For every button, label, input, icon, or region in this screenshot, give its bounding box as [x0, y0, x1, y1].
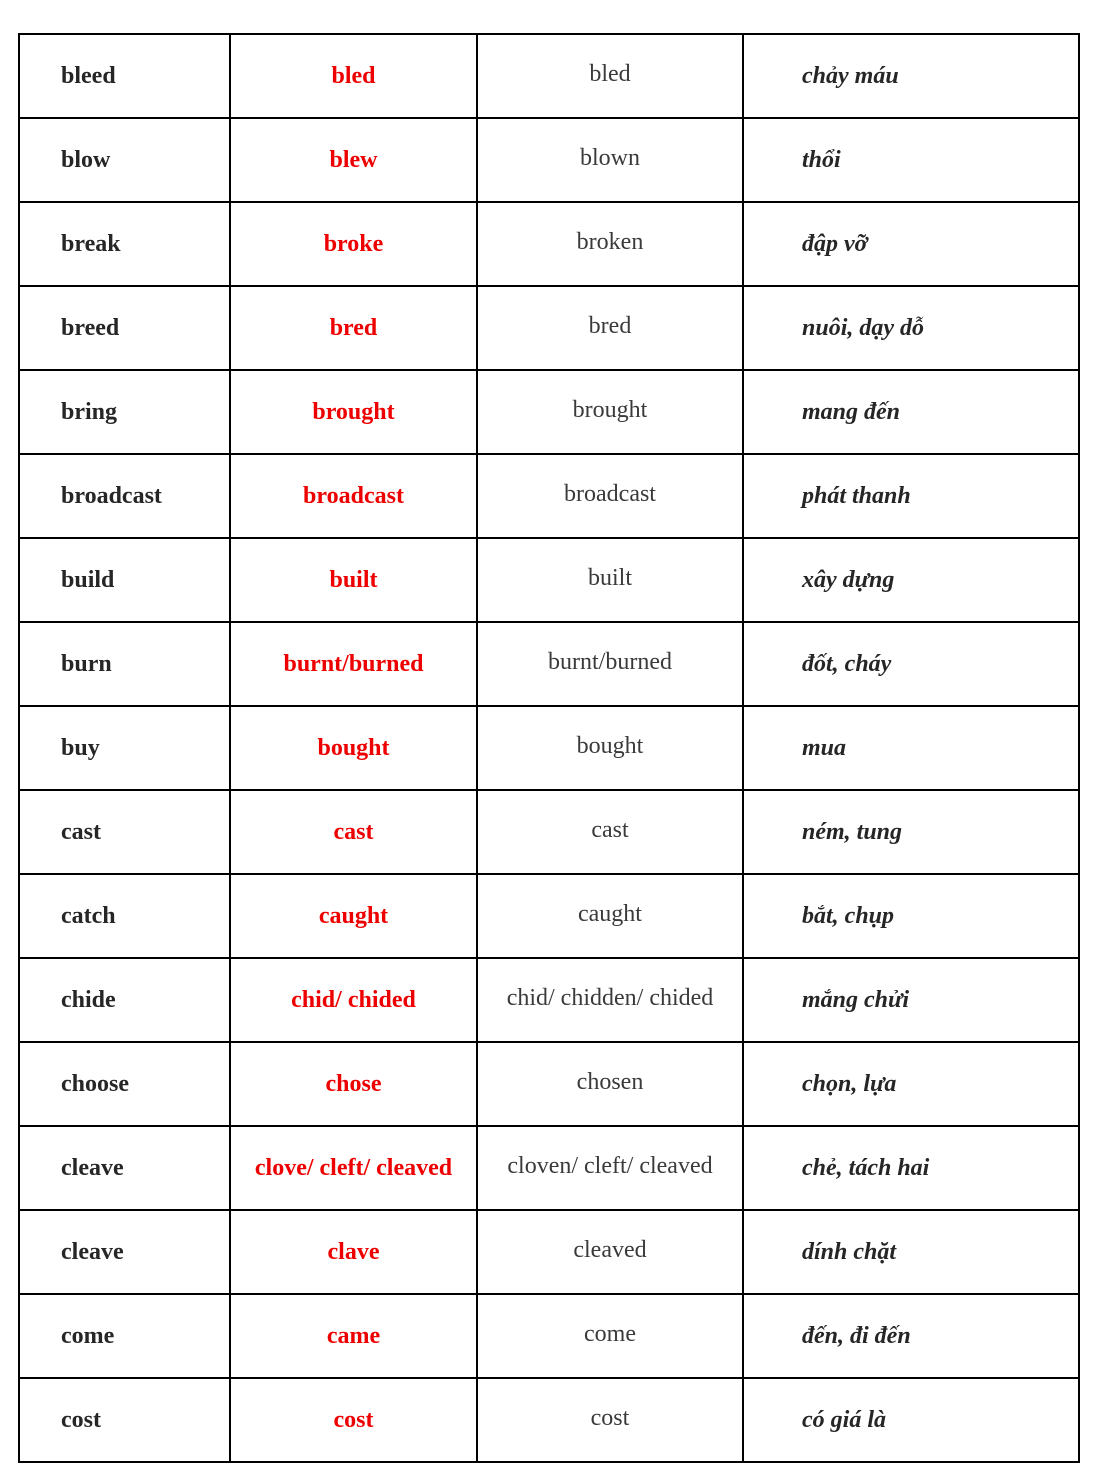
past-simple-cell: chose [230, 1042, 477, 1126]
meaning-cell: chảy máu [743, 34, 1079, 118]
past-participle-cell: bled [477, 34, 743, 118]
table-row [19, 1294, 1079, 1378]
past-participle-cell: brought [477, 370, 743, 454]
meaning-cell: xây dựng [743, 538, 1079, 622]
meaning-cell: nuôi, dạy dỗ [743, 286, 1079, 370]
base-form-cell: chide [19, 958, 230, 1042]
base-form-cell: choose [19, 1042, 230, 1126]
past-participle-cell: chosen [477, 1042, 743, 1126]
table-row [19, 118, 1079, 202]
meaning-cell: chẻ, tách hai [743, 1126, 1079, 1210]
irregular-verbs-table [18, 33, 1080, 1463]
base-form-cell: cleave [19, 1126, 230, 1210]
past-participle-cell: burnt/burned [477, 622, 743, 706]
past-simple-cell: blew [230, 118, 477, 202]
past-simple-cell: burnt/burned [230, 622, 477, 706]
past-simple-cell: built [230, 538, 477, 622]
meaning-cell: thổi [743, 118, 1079, 202]
past-participle-cell: bred [477, 286, 743, 370]
table-row [19, 706, 1079, 790]
meaning-cell: có giá là [743, 1378, 1079, 1462]
base-form-cell: cast [19, 790, 230, 874]
past-simple-cell: broadcast [230, 454, 477, 538]
meaning-cell: mắng chửi [743, 958, 1079, 1042]
meaning-cell: dính chặt [743, 1210, 1079, 1294]
table-row [19, 370, 1079, 454]
table-row [19, 454, 1079, 538]
past-simple-cell: bled [230, 34, 477, 118]
meaning-cell: mua [743, 706, 1079, 790]
meaning-cell: đốt, cháy [743, 622, 1079, 706]
past-simple-cell: cost [230, 1378, 477, 1462]
table-row [19, 790, 1079, 874]
past-simple-cell: brought [230, 370, 477, 454]
past-participle-cell: broadcast [477, 454, 743, 538]
base-form-cell: broadcast [19, 454, 230, 538]
table-row [19, 1210, 1079, 1294]
base-form-cell: break [19, 202, 230, 286]
past-participle-cell: broken [477, 202, 743, 286]
meaning-cell: đến, đi đến [743, 1294, 1079, 1378]
table-row [19, 958, 1079, 1042]
base-form-cell: cost [19, 1378, 230, 1462]
past-participle-cell: cast [477, 790, 743, 874]
table-row [19, 34, 1079, 118]
past-simple-cell: bred [230, 286, 477, 370]
past-participle-cell: come [477, 1294, 743, 1378]
base-form-cell: bring [19, 370, 230, 454]
base-form-cell: build [19, 538, 230, 622]
meaning-cell: chọn, lựa [743, 1042, 1079, 1126]
meaning-cell: bắt, chụp [743, 874, 1079, 958]
meaning-cell: phát thanh [743, 454, 1079, 538]
table-row [19, 874, 1079, 958]
table-row [19, 622, 1079, 706]
past-participle-cell: cloven/ cleft/ cleaved [477, 1126, 743, 1210]
table-body [19, 34, 1079, 1462]
meaning-cell: mang đến [743, 370, 1079, 454]
past-simple-cell: chid/ chided [230, 958, 477, 1042]
table-row [19, 1126, 1079, 1210]
table-row [19, 286, 1079, 370]
base-form-cell: come [19, 1294, 230, 1378]
past-participle-cell: caught [477, 874, 743, 958]
meaning-cell: ném, tung [743, 790, 1079, 874]
table-row [19, 202, 1079, 286]
past-participle-cell: cleaved [477, 1210, 743, 1294]
base-form-cell: blow [19, 118, 230, 202]
past-simple-cell: bought [230, 706, 477, 790]
past-simple-cell: clave [230, 1210, 477, 1294]
base-form-cell: breed [19, 286, 230, 370]
past-participle-cell: bought [477, 706, 743, 790]
table-row [19, 538, 1079, 622]
table-row [19, 1378, 1079, 1462]
past-participle-cell: built [477, 538, 743, 622]
past-participle-cell: cost [477, 1378, 743, 1462]
base-form-cell: buy [19, 706, 230, 790]
base-form-cell: catch [19, 874, 230, 958]
table-row [19, 1042, 1079, 1126]
past-simple-cell: caught [230, 874, 477, 958]
base-form-cell: cleave [19, 1210, 230, 1294]
past-participle-cell: blown [477, 118, 743, 202]
past-simple-cell: broke [230, 202, 477, 286]
past-participle-cell: chid/ chidden/ chided [477, 958, 743, 1042]
base-form-cell: burn [19, 622, 230, 706]
past-simple-cell: came [230, 1294, 477, 1378]
past-simple-cell: cast [230, 790, 477, 874]
past-simple-cell: clove/ cleft/ cleaved [230, 1126, 477, 1210]
meaning-cell: đập vỡ [743, 202, 1079, 286]
base-form-cell: bleed [19, 34, 230, 118]
